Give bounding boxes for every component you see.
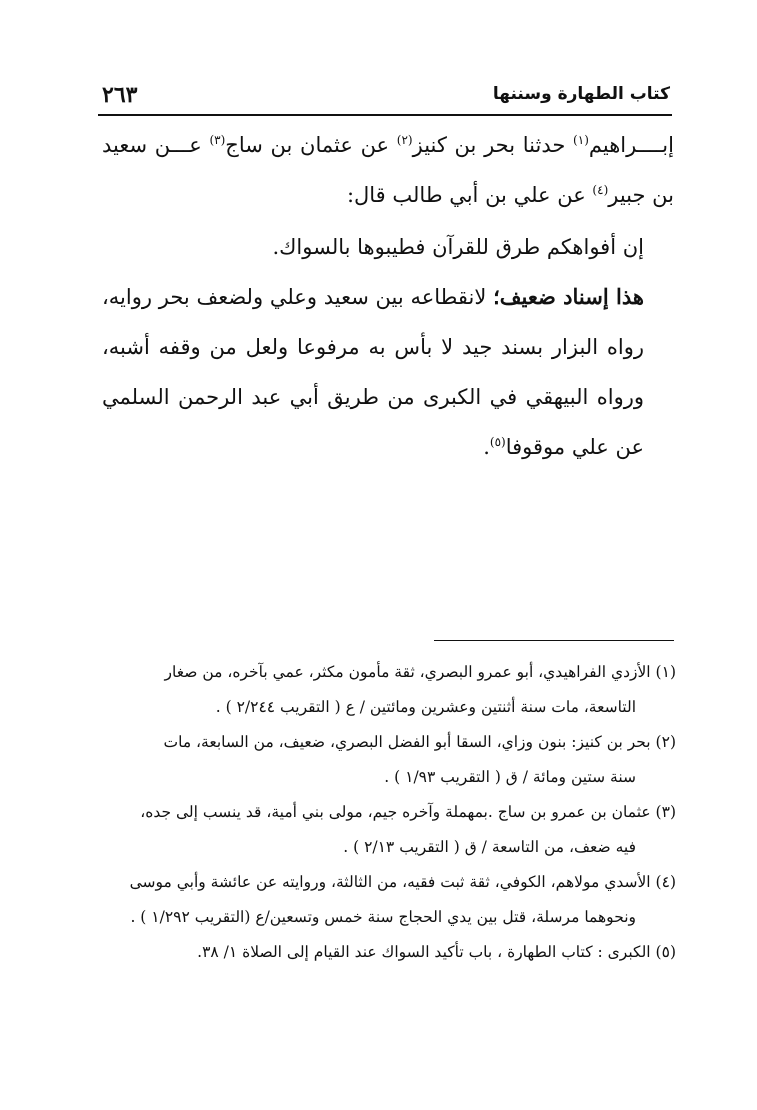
- grading-paragraph: [102, 272, 674, 472]
- isnad-text: عـــن سعيد بن جبير: [102, 133, 674, 207]
- footnote-1: [102, 655, 676, 690]
- footnote-5: [102, 935, 676, 970]
- grading-label: هذا إسناد ضعيف؛: [493, 284, 644, 309]
- footnote-text: عثمان بن عمرو بن ساج .بمهملة وآخره جيم، مولى بني أمية، قد ينسب إلى جده،: [140, 803, 656, 821]
- footnote-3-continued: فيه ضعف، من التاسعة / ق ( التقريب ٢/١٣ ) .: [343, 838, 636, 856]
- footnote-2: [102, 725, 676, 760]
- footnote-2-continued: سنة ستين ومائة / ق ( التقريب ١/٩٣ ) .: [384, 768, 636, 786]
- isnad-text: إبــــراهيم: [588, 133, 674, 157]
- grading-text: لانقطاعه بين سعيد وعلي ولضعف بحر روايه، رواه البزار بسند جيد لا بأس به مرفوعا ولعل من وقفه أشبه، ورواه البيهقي في الكبرى من طريق أبي عبد الرحمن السلمي عن علي موقوفا: [102, 285, 644, 459]
- footnote-4: [102, 865, 676, 900]
- footnote-number: (٥): [655, 943, 676, 961]
- footnote-number: (٤): [655, 873, 676, 891]
- footnote-4-continued: ونحوهما مرسلة، قتل بين يدي الحجاج سنة خمس وتسعين/ع (التقريب ١/٢٩٢ ) .: [130, 908, 636, 926]
- footnote-text: بحر بن كنيز: بنون وزاي، السقا أبو الفضل البصري، ضعيف، من السابعة، مات: [163, 733, 656, 751]
- footnote-text: الأسدي مولاهم، الكوفي، ثقة ثبت فقيه، من الثالثة، وروايته عن عائشة وأبي موسى: [129, 873, 656, 891]
- isnad-text: عن علي بن أبي طالب قال:: [346, 183, 593, 207]
- footnote-3: [102, 795, 676, 830]
- footnote-ref: (٥): [489, 435, 506, 449]
- main-text: [102, 120, 674, 472]
- footnote-text: الأزدي الفراهيدي، أبو عمرو البصري، ثقة مأمون مكثر، عمي بآخره، من صغار: [164, 663, 656, 681]
- grading-end: .: [483, 435, 490, 459]
- footnote-ref: (٤): [592, 183, 609, 197]
- hadith-text: إن أفواهكم طرق للقرآن فطيبوها بالسواك.: [272, 235, 644, 259]
- isnad-text: عن عثمان بن ساج: [225, 133, 397, 157]
- page-header: [98, 78, 672, 116]
- isnad-paragraph: [102, 120, 674, 220]
- footnote-ref: (٣): [209, 133, 226, 147]
- book-title: كتاب الطهارة وسننها: [492, 84, 670, 104]
- footnote-number: (٢): [655, 733, 676, 751]
- isnad-text: حدثنا بحر بن كنيز: [412, 133, 574, 157]
- footnote-number: (٣): [655, 803, 676, 821]
- footnote-ref: (٢): [396, 133, 413, 147]
- footnote-number: (١): [655, 663, 676, 681]
- footnote-separator: [434, 640, 674, 641]
- footnote-text: الكبرى : كتاب الطهارة ، باب تأكيد السواك عند القيام إلى الصلاة ١/ ٣٨.: [197, 943, 656, 961]
- footnote-1-continued: التاسعة، مات سنة أثنتين وعشرين ومائتين / ع ( التقريب ٢/٢٤٤ ) .: [215, 698, 636, 716]
- footnotes: [102, 655, 676, 970]
- footnote-ref: (١): [573, 133, 589, 147]
- page-number: ٢٦٣: [102, 82, 138, 108]
